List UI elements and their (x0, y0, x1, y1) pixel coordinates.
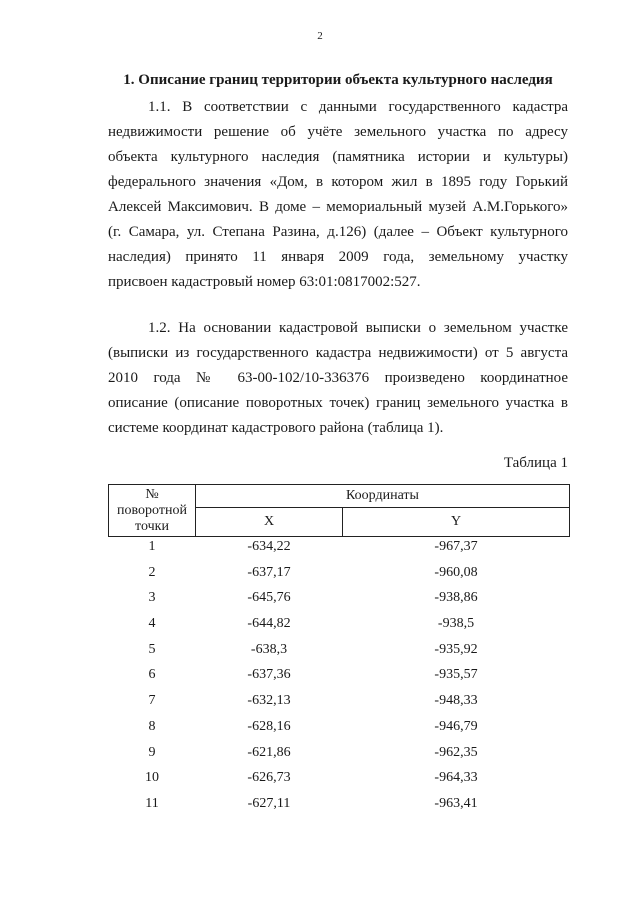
header-x: X (196, 508, 343, 537)
table-row (109, 717, 570, 743)
paragraph-line: наследия) принято 11 января 2009 года, земельному участку (108, 249, 568, 265)
x-coordinate-cell: -645,76 (247, 590, 291, 606)
x-coordinate-cell: -638,3 (250, 641, 288, 657)
y-coordinate-cell: -964,33 (434, 770, 478, 786)
header-y: Y (343, 508, 570, 537)
y-coordinate-cell: -962,35 (434, 744, 478, 760)
point-number-cell: 8 (148, 718, 156, 734)
table-row (109, 768, 570, 794)
x-coordinate-cell: -644,82 (247, 616, 291, 632)
table-row (109, 691, 570, 717)
y-coordinate-cell: -948,33 (434, 693, 478, 709)
paragraph-line: 1.1. В соответствии с данными государственного кадастра (148, 99, 568, 115)
x-coordinate-cell: -621,86 (247, 744, 291, 760)
table-row (109, 743, 570, 769)
x-coordinate-cell: -637,36 (247, 667, 291, 683)
point-number-cell: 4 (148, 616, 156, 632)
paragraph-line: (г. Самара, ул. Степана Разина, д.126) (далее – Объект культурного (108, 224, 568, 240)
table-body (109, 537, 570, 820)
table-row (109, 665, 570, 691)
table-row (109, 794, 570, 820)
x-coordinate-cell: -637,17 (247, 564, 291, 580)
y-coordinate-cell: -938,5 (437, 616, 475, 632)
point-number-cell: 2 (148, 564, 156, 580)
paragraph-line: присвоен кадастровый номер 63:01:0817002:527. (108, 274, 421, 290)
coordinates-table (108, 484, 570, 820)
header-coordinates: Координаты (196, 485, 570, 508)
y-coordinate-cell: -935,57 (434, 667, 478, 683)
header-point-number-line: поворотной (117, 502, 187, 518)
y-coordinate-cell: -960,08 (434, 564, 478, 580)
point-number-cell: 10 (145, 770, 159, 786)
table-row (109, 563, 570, 589)
paragraph-line: федерального значения «Дом, в котором жил в 1895 году Горький (108, 174, 568, 190)
paragraph-1-2 (108, 316, 568, 441)
table-row (109, 640, 570, 666)
point-number-cell: 9 (148, 744, 156, 760)
table-row (109, 588, 570, 614)
y-coordinate-cell: -946,79 (434, 718, 478, 734)
header-point-number-line: точки (135, 518, 169, 534)
paragraph-line: системе координат кадастрового района (таблица 1). (108, 420, 444, 436)
table-row (109, 614, 570, 640)
paragraph-line: недвижимости решение об учёте земельного участка по адресу (108, 124, 568, 140)
x-coordinate-cell: -626,73 (247, 770, 291, 786)
paragraph-line: Алексей Максимович. В доме – мемориальный музей А.М.Горького» (108, 199, 568, 215)
point-number-cell: 6 (148, 667, 156, 683)
header-point-number-line: № (145, 486, 159, 502)
x-coordinate-cell: -632,13 (247, 693, 291, 709)
x-coordinate-cell: -627,11 (247, 795, 291, 811)
paragraph-line: 2010 года № 63-00-102/10-336376 произведено координатное (108, 370, 568, 386)
x-coordinate-cell: -628,16 (247, 718, 291, 734)
point-number-cell: 1 (148, 539, 156, 554)
paragraph-1-1 (108, 95, 568, 295)
table-caption: Таблица 1 (503, 455, 568, 471)
paragraph-line: описание (описание поворотных точек) границ земельного участка в (108, 395, 568, 411)
y-coordinate-cell: -938,86 (434, 590, 478, 606)
table-row (109, 537, 570, 563)
point-number-cell: 11 (145, 795, 159, 811)
y-coordinate-cell: -935,92 (434, 641, 478, 657)
y-coordinate-cell: -967,37 (434, 539, 478, 554)
paragraph-line: 1.2. На основании кадастровой выписки о земельном участке (148, 320, 568, 336)
header-point-number (109, 485, 196, 537)
section-heading: 1. Описание границ территории объекта культурного наследия (123, 72, 553, 88)
paragraph-line: объекта культурного наследия (памятника истории и культуры) (108, 149, 568, 165)
x-coordinate-cell: -634,22 (247, 539, 291, 554)
page-number: 2 (317, 30, 323, 42)
point-number-cell: 7 (148, 693, 156, 709)
point-number-cell: 3 (148, 590, 156, 606)
paragraph-line: (выписки из государственного кадастра недвижимости) от 5 августа (108, 345, 568, 361)
point-number-cell: 5 (148, 641, 156, 657)
y-coordinate-cell: -963,41 (434, 795, 478, 811)
